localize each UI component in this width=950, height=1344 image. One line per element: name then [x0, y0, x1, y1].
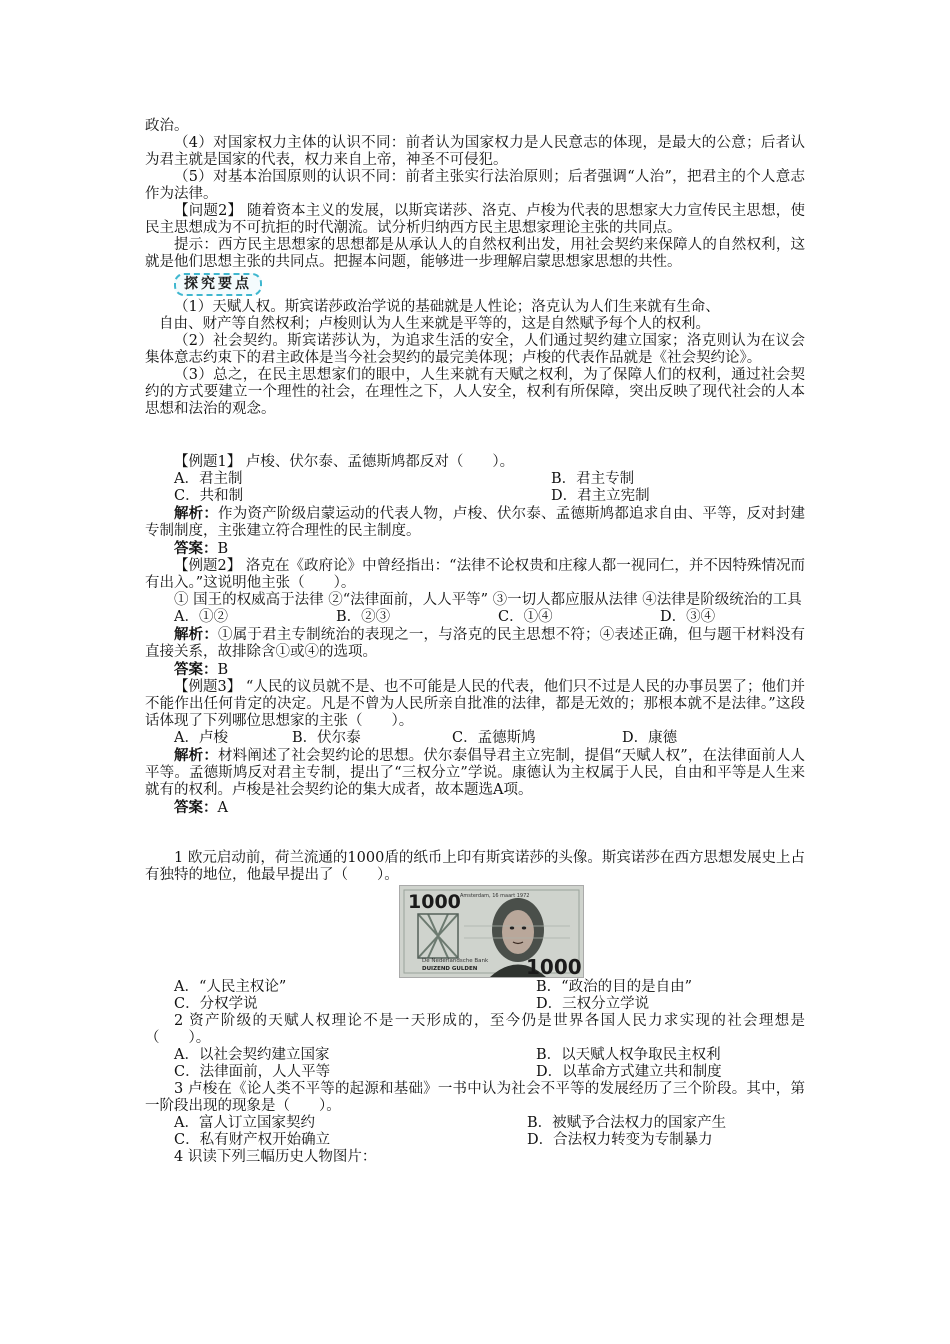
example-3-analysis	[145, 747, 805, 799]
analysis-text: 材料阐述了社会契约论的思想。伏尔泰倡导君主立宪制，提倡“天赋人权”，在法律面前人人平等。孟德斯鸠反对君主专制，提出了“三权分立”学说。康德认为主权属于人民，自由和平等是人生来就有的权利。卢梭是社会契约论的集大成者，故本题选A项。	[145, 748, 806, 798]
section-tag: 探究要点	[174, 273, 262, 296]
option: C．分权学说	[174, 996, 258, 1012]
option: C．孟德斯鸠	[452, 730, 536, 746]
text-paragraph: （4）对国家权力主体的认识不同：前者认为国家权力是人民意志的体现，是最大的公意；后者认为君主就是国家的代表，权力来自上帝，神圣不可侵犯。	[145, 135, 805, 168]
example-2-answer	[145, 661, 805, 679]
text-paragraph: （3）总之，在民主思想家们的眼中，人生来就有天赋之权利，为了保障人们的权利，通过社会契约的方式要建立一个理性的社会，在理性之下，人人安全，权利有所保障，突出反映了现代社会的人本思想和法治的观念。	[145, 367, 805, 417]
example-2-question: 【例题2】 洛克在《政府论》中曾经指出：“法律不论权贵和庄稼人都一视同仁，并不因特殊情况而有出入。”这说明他主张（ ）。	[145, 558, 805, 591]
page-content	[145, 118, 805, 1166]
answer-value: A	[217, 800, 228, 816]
exercise-1-options-row2	[145, 996, 805, 1013]
option: D．以革命方式建立共和制度	[536, 1064, 722, 1080]
option: B．君主专制	[551, 471, 635, 487]
option: D．三权分立学说	[536, 996, 650, 1012]
example-3-question: 【例题3】 “人民的议员就不是、也不可能是人民的代表，他们只不过是人民的办事员罢了；他们并不能作出任何肯定的决定。凡是不曾为人民所亲自批准的法律，都是无效的；那根本就不是法律。”这段话体现了下列哪位思想家的主张（ ）。	[145, 679, 805, 729]
exercise-2-options-row2	[145, 1064, 805, 1081]
exercise-4-question: 4 识读下列三幅历史人物图片：	[174, 1149, 377, 1165]
option: A．“人民主权论”	[174, 979, 287, 995]
analysis-text: 作为资产阶级启蒙运动的代表人物，卢梭、伏尔泰、孟德斯鸠都追求自由、平等，反对封建专制制度，主张建立符合理性的民主制度。	[145, 506, 806, 539]
banknote-small-text: DUIZEND GULDEN	[422, 966, 478, 972]
exercise-3-options-row1	[145, 1115, 805, 1132]
text-line: 政治。	[145, 118, 189, 134]
text-paragraph: （5）对基本治国原则的认识不同：前者主张实行法治原则；后者强调“人治”，把君主的个人意志作为法律。	[145, 169, 805, 202]
answer-value: B	[217, 541, 229, 557]
text-line: 自由、财产等自然权利；卢梭则认为人生来就是平等的，这是自然赋予每个人的权利。	[159, 316, 710, 332]
option: A．君主制	[174, 471, 243, 487]
answer-label: 答案：	[174, 540, 218, 557]
banknote-image	[399, 885, 584, 978]
option: D．③④	[660, 609, 716, 625]
analysis-label: 解析：	[174, 747, 219, 764]
example-1-answer	[145, 540, 805, 558]
option: C．共和制	[174, 488, 244, 504]
example-3-options	[145, 730, 805, 747]
option: B．被赋予合法权力的国家产生	[527, 1115, 727, 1131]
example-1-options-row1	[145, 471, 805, 488]
banknote-illustration	[400, 886, 583, 977]
exercise-3-options-row2	[145, 1132, 805, 1149]
option: C．法律面前，人人平等	[174, 1064, 331, 1080]
option: A．卢梭	[174, 730, 228, 746]
analysis-text: ①属于君主专制统治的表现之一，与洛克的民主思想不符；④表述正确，但与题干材料没有直接关系，故排除含①或④的选项。	[145, 627, 806, 660]
option: B．“政治的目的是自由”	[536, 979, 692, 995]
denomination-bottom: 1000	[526, 955, 582, 977]
option: A．①②	[174, 609, 228, 625]
exercise-1-options-row1	[145, 979, 805, 996]
example-2-analysis	[145, 626, 805, 661]
option: A．以社会契约建立国家	[174, 1047, 330, 1063]
option: B．伏尔泰	[292, 730, 361, 746]
text-line: （1）天赋人权。斯宾诺莎政治学说的基础就是人性论；洛克认为人们生来就有生命、	[174, 299, 720, 315]
answer-value: B	[217, 662, 229, 678]
example-2-statements: ① 国王的权威高于法律 ②“法律面前，人人平等” ③一切人都应服从法律 ④法律是阶级统治的工具	[174, 592, 802, 608]
option: C．私有财产权开始确立	[174, 1132, 331, 1148]
banknote-date: Amsterdam, 16 maart 1972	[460, 893, 530, 899]
example-1-question: 【例题1】 卢梭、伏尔泰、孟德斯鸠都反对（ ）。	[174, 454, 515, 470]
exercise-2-question: 2 资产阶级的天赋人权理论不是一天形成的，至今仍是世界各国人民力求实现的社会理想是（ ）。	[145, 1013, 805, 1046]
exercise-2-options-row1	[145, 1047, 805, 1064]
question-2-paragraph: 【问题2】 随着资本主义的发展，以斯宾诺莎、洛克、卢梭为代表的思想家大力宣传民主思想，使民主思想成为不可抗拒的时代潮流。试分析归纳西方民主思想家理论主张的共同点。	[145, 203, 805, 236]
banknote-figure	[145, 885, 805, 977]
example-1-options-row2	[145, 488, 805, 505]
text-paragraph: （2）社会契约。斯宾诺莎认为，为追求生活的安全，人们通过契约建立国家；洛克则认为在议会集体意志约束下的君主政体是当今社会契约的最完美体现；卢梭的代表作品就是《社会契约论》。	[145, 333, 805, 366]
option: C．①④	[498, 609, 553, 625]
answer-label: 答案：	[174, 799, 218, 816]
exercise-3-question: 3 卢梭在《论人类不平等的起源和基础》一书中认为社会不平等的发展经历了三个阶段。其中，第一阶段出现的现象是（ ）。	[145, 1081, 805, 1114]
bank-name: De Nederlandsche Bank	[422, 958, 489, 964]
option: B．②③	[336, 609, 391, 625]
option: A．富人订立国家契约	[174, 1115, 315, 1131]
answer-label: 答案：	[174, 661, 218, 678]
example-2-options	[145, 609, 805, 626]
exercise-1-question: 1 欧元启动前，荷兰流通的1000盾的纸币上印有斯宾诺莎的头像。斯宾诺莎在西方思想发展史上占有独特的地位，他最早提出了（ ）。	[145, 850, 805, 883]
hint-paragraph: 提示：西方民主思想家的思想都是从承认人的自然权利出发，用社会契约来保障人的自然权利，这就是他们思想主张的共同点。把握本问题，能够进一步理解启蒙思想家思想的共性。	[145, 237, 805, 270]
example-1-analysis	[145, 505, 805, 540]
option: D．康德	[622, 730, 678, 746]
option: D．合法权力转变为专制暴力	[527, 1132, 713, 1148]
example-3-answer	[145, 799, 805, 817]
analysis-label: 解析：	[174, 505, 219, 522]
analysis-label: 解析：	[174, 626, 219, 643]
option: D．君主立宪制	[551, 488, 650, 504]
option: B．以天赋人权争取民主权利	[536, 1047, 721, 1063]
denomination-top: 1000	[408, 891, 461, 913]
